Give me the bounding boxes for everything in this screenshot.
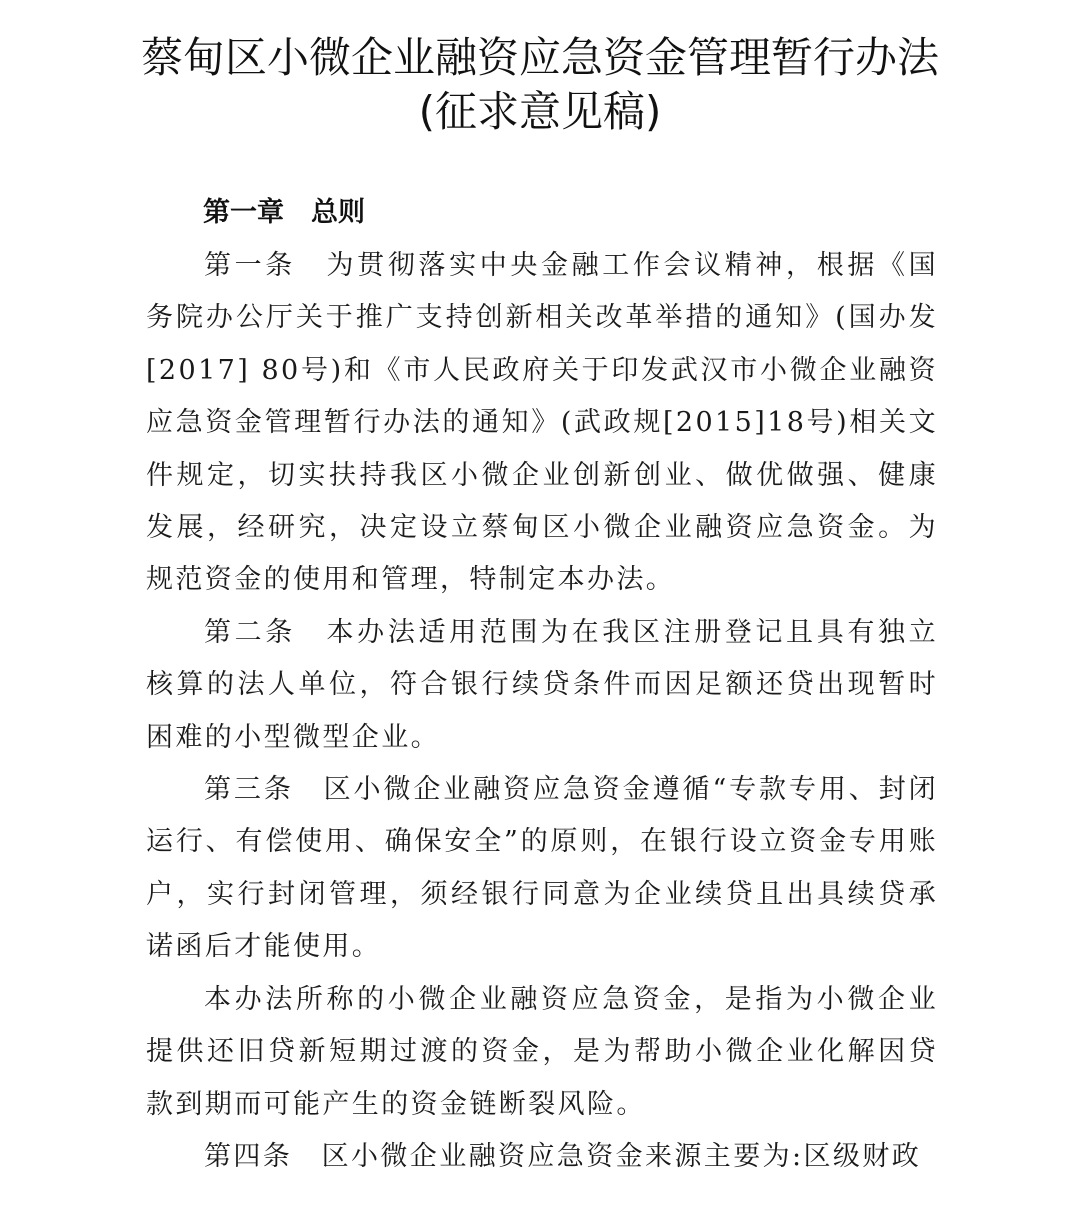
article-2-heading: 第二条	[204, 616, 327, 648]
article-3-paragraph-2	[146, 974, 938, 1131]
article-3-paragraph-2-text: 本办法所称的小微企业融资应急资金，是指为小微企业提供还旧贷新短期过渡的资金，是为帮助小微企业化解因贷款到期而可能产生的资金链断裂风险。	[146, 983, 938, 1120]
article-1-text: 为贯彻落实中央金融工作会议精神，根据《国务院办公厅关于推广支持创新相关改革举措的通知》(国办发[2017] 80号)和《市人民政府关于印发武汉市小微企业融资应急资金管理暂行办法的通知》(武政规[2015]18号)相关文件规定，切实扶持我区小微企业创新创业、做优做强、健康发展，经研究，决定设立蔡甸区小微企业融资应急资金。为规范资金的使用和管理，特制定本办法。	[146, 250, 938, 596]
article-2	[146, 607, 938, 764]
article-4-text: 区小微企业融资应急资金来源主要为:区级财政	[321, 1140, 922, 1172]
document-title-line2: (征求意见稿)	[418, 87, 662, 136]
article-3	[146, 764, 938, 974]
article-1-heading: 第一条	[204, 250, 327, 281]
document-body	[146, 240, 938, 1183]
document-title-line1: 蔡甸区小微企业融资应急资金管理暂行办法	[140, 33, 939, 82]
article-3-heading: 第三条	[204, 774, 324, 806]
article-4-heading: 第四条	[204, 1140, 322, 1172]
article-4	[146, 1131, 938, 1183]
article-1	[146, 240, 938, 607]
article-2-text: 本办法适用范围为在我区注册登记且具有独立核算的法人单位，符合银行续贷条件而因足额还贷出现暂时困难的小型微型企业。	[146, 616, 938, 753]
chapter-heading: 第一章 总则	[203, 197, 365, 228]
article-3-text: 区小微企业融资应急资金遵循“专款专用、封闭运行、有偿使用、确保安全”的原则，在银行设立资金专用账户，实行封闭管理，须经银行同意为企业续贷且出具续贷承诺函后才能使用。	[146, 774, 938, 963]
